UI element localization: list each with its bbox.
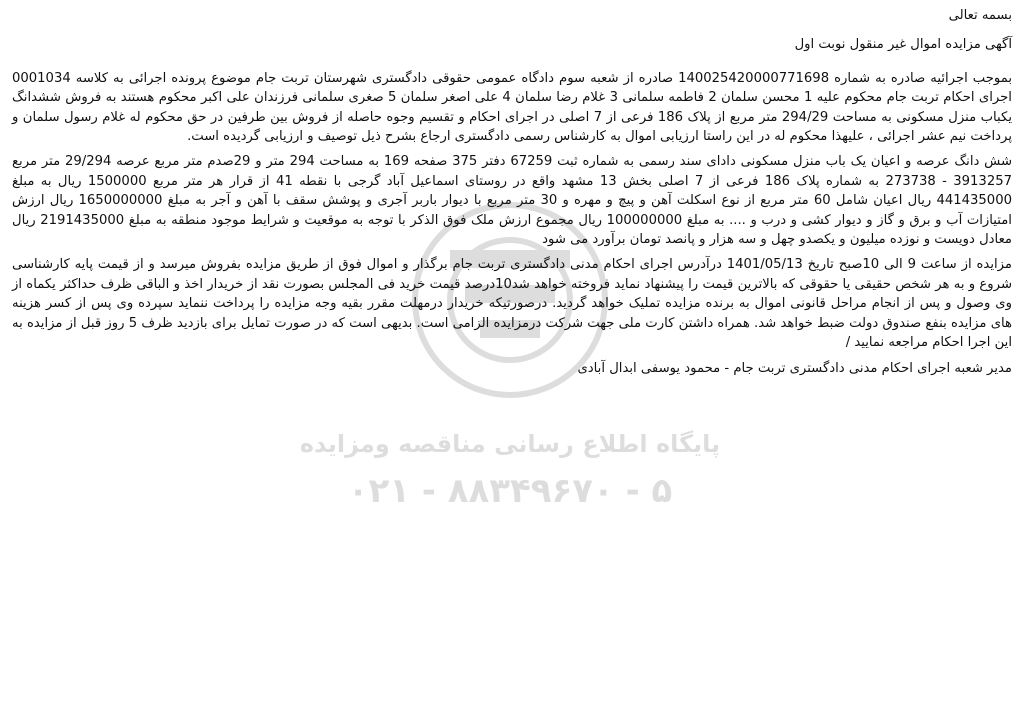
notice-paragraph-2: شش دانگ عرصه و اعیان یک باب منزل مسکونی دادای سند رسمی به شماره ثبت 67259 دفتر 375 صفحه 169 به مساحت 294 متر و 29صدم متر مربع عرصه 29/294 متر مربع 3913257 - 273738 به شماره پلاک 186 فرعی از 7 اصلی بخش 13 مشهد واقع در روستای اسماعیل آباد گرجی با نقطه 41 از قرار هر متر مربع 1500000 ریال به مبلغ 441435000 ریال اعیان شامل 60 متر مربع از نوع اسکلت آهن و پیچ و مهره و 30 متر مربع با دیوار باربر آجری و پوشش سقف با آهن و آجر به مبلغ 1650000000 ریال ارزش امتیازات آب و برق و گاز و دیوار کشی و درب و .... به مبلغ 100000000 ریال مجموع ارزش ملک فوق الذکر با توجه به موقعیت و شرایط موجود منطقه به مبلغ 2191435000 ریال معادل دویست و نوزده میلیون و یکصدو چهل و سه هزار و پانصد تومان برآورد می شود <box>12 154 1013 248</box>
document-heading: بسمه تعالی <box>948 8 1012 23</box>
notice-paragraph-1: بموجب اجرائیه صادره به شماره 140025420000771698 صادره از شعبه سوم دادگاه عمومی حقوقی دادگستری شهرستان تربت جام موضوع پرونده اجرائی به کلاسه 0001034 اجرای احکام تربت جام محکوم علیه 1 محسن سلمان 2 فاطمه سلمانی 3 غلام رضا سلمان 4 علی اصغر سلمان 5 صغری سلمانی فرزندان علی اکبر محکوم هستند به فروش ششدانگ یکباب منزل مسکونی به مساحت 294/29 متر مربع از پلاک 186 فرعی از 7 اصلی در اجرای احکام و تقسیم وجوه حاصله از فروش بین طرفین در حق محکوم له غلام رسول سلمان و پرداخت نیم عشر اجرائی ، علیهذا محکوم له در این راستا ارزیابی اموال به کارشناس رسمی دادگستری ارجاع بشرح ذیل توصیف و ارزیابی گردیده است. <box>12 70 1012 145</box>
notice-body <box>12 6 1012 384</box>
notice-title: آگهی مزایده اموال غیر منقول نوبت اول <box>794 37 1012 53</box>
notice-paragraph-3: مزایده از ساعت 9 الی 10صبح تاریخ 1401/05/13 درآدرس اجرای احکام مدنی دادگستری تربت جام برگذار و اموال فوق از طریق مزایده بفروش میرسد و از قیمت پایه کارشناسی شروع و به هر شخص حقیقی یا حقوقی که بالاترین قیمت را پیشنهاد نماید فروخته خواهد شد10درصد قیمت خرید فی المجلس بصورت نقد از خریدار اخذ و الباقی ظرف حداکثر یکماه از وی وصول و پس از انجام مراحل قانونی اموال به برنده مزایده تملیک خواهد گردید. درصورتیکه خریدار درمهلت مقرر بقیه وجه مزایده را پرداخت ننماید سپرده وی پس از کسر هزینه های مزایده بنفع صندوق دولت ضبط خواهد شد. همراه داشتن کارت ملی جهت شرکت درمزایده الزامی است. بدیهی است که در صورت تمایل برای بازدید ظرف 5 روز قبل از مزایده به این اجرا احکام مراجعه نمایید / <box>12 257 1012 351</box>
watermark-line-2: ۰۲۱ - ۸۸۳۴۹۶۷۰ - ۵ <box>347 471 673 511</box>
notice-signature: مدیر شعبه اجرای احکام مدنی دادگستری تربت جام - محمود یوسفی ابدال آبادی <box>577 360 1012 376</box>
watermark-line-1: پایگاه اطلاع رسانی مناقصه ومزایده <box>299 430 721 458</box>
